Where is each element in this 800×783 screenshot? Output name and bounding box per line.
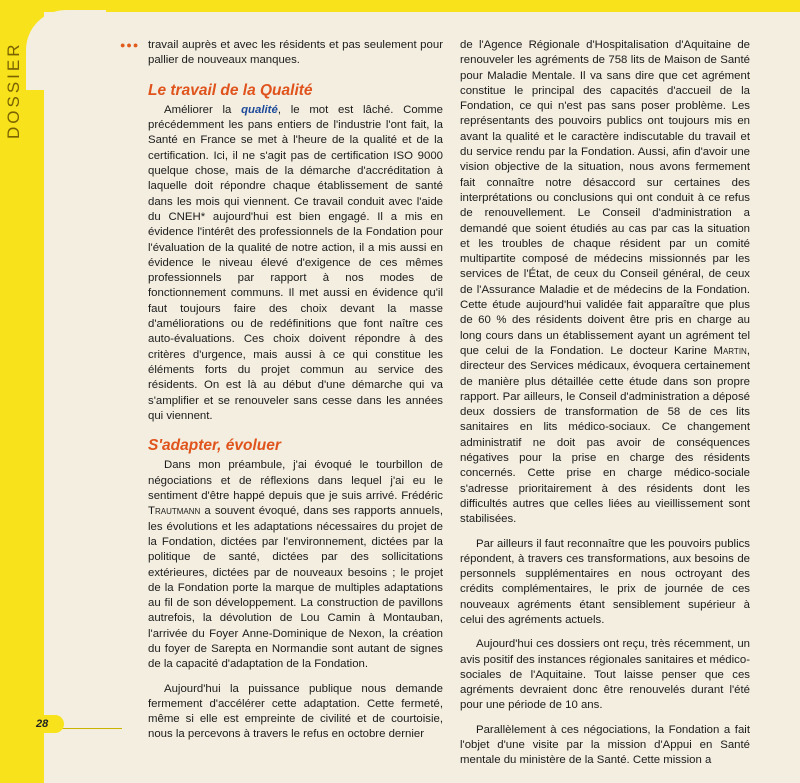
top-yellow-band — [0, 0, 800, 12]
credits-paragraph: Par ailleurs il faut reconnaître que les pouvoirs publics répondent, à travers ces transformations, aux besoins de personnels supplémentaires en nous octroyant des crédits complémentaires, le prix de journée de ces nouveaux agréments étant sensiblement supérieur à celui des agréments actuels. — [460, 537, 750, 626]
public-power-paragraph: Aujourd'hui la puissance publique nous demande fermement d'accélérer cette adaptation. Cette fermeté, même si elle est empreinte de civilité et de courtoisie, nous la percevons à travers le refus en octobre dernier — [148, 682, 443, 741]
heading-adapt: S'adapter, évoluer — [148, 437, 281, 455]
adapt-text-start: Dans mon préambule, j'ai évoqué le tourbillon de négociations et de réflexions dans lequel j'ai eu le sentiment d'être happé depuis que je suis arrivé. Frédéric — [148, 459, 443, 503]
agency-text-rest: , directeur des Services médicaux, évoquera certainement de manière plus détaillée cette étude dans son propre rapport. Par ailleurs, le Conseil d'administration a déposé deux dossiers de transformation de 58 de ces lits sanitaires en lits médico-sociaux. Ce changement administratif ne doit pas avoir de conséquences négatives pour la prise en charge des résidents concernés. Cette prise en charge médico-sociale s'adresse prioritairement à des résidents dont les difficultés autres que celles liées au vieillissement sont stabilisées. — [460, 344, 750, 526]
left-column — [148, 38, 443, 743]
name-trautmann: Trautmann — [148, 505, 201, 518]
keyword-qualite: qualité — [241, 103, 278, 116]
adapt-text-rest: a souvent évoqué, dans ses rapports annuels, les évolutions et les adaptations nécessaires du projet de la Fondation, dictées par l'environnement, dictées par la politique de santé, dictées par des sollicitations extérieures, dictées par de nouveaux besoins ; le projet de la Fondation porte la marque de multiples adaptations au fil de son développement. La construction de pavillons autrefois, la dévolution de Lou Camin à Montauban, l'arrivée du Foyer Anne-Dominique de Nexon, la création du foyer de Sarepta en Normandie sont autant de signes de la capacité d'adaptation de la Fondation. — [148, 505, 443, 671]
right-column — [460, 38, 750, 769]
bullet-dots-icon: ●●● — [120, 40, 140, 50]
section-label: DOSSIER — [4, 41, 23, 139]
agency-paragraph — [460, 38, 750, 528]
quality-text-start: Améliorer la — [164, 103, 242, 116]
agency-text-start: de l'Agence Régionale d'Hospitalisation d'Aquitaine de renouveler les agréments de 758 lits de Maison de Santé pour Maladie Mentale. Il va sans dire que cet agrément constitue le principal des capacités d'accueil de la Fondation, ce qui n'est pas sans poser problème. Les représentants des pouvoirs publics ont toujours mis en avant la qualité et le caractère indiscutable du travail et du service rendu par la Fondation. Aussi, afin d'avoir une vision objective de la situation, nous avons fermement fait connaître notre désaccord sur certaines des interprétations ou conclusions qui ont conduit à ce refus de renouvellement. Le Conseil d'administration a demandé que soient étudiés au cas par cas la situation et les troubles de chaque résident par un comité multipartite composé de médecins missionnés par les services de l'État, de ceux du Conseil général, de ceux de l'Assurance Maladie et de médecins de la Fondation. Cette étude aujourd'hui validée fait apparaître que plus de 60 % des résidents doivent être pris en charge au long cours dans un établissement ayant un agrément tel que celui de la Fondation. Le docteur Karine — [460, 39, 750, 357]
quality-text-rest: , le mot est lâché. Comme précédemment les pans entiers de l'industrie l'ont fait, la Santé en France se met à l'heure de la qualité et de la certification. Ici, il ne s'agit pas de certification ISO 9000 quelque chose, mais de la démarche d'accréditation à laquelle doit répondre chaque établissement de santé dans les mois qui viennent. Ce travail conduit avec l'aide du CNEH* aujourd'hui est bien engagé. Il a mis en évidence l'intérêt des professionnels de la Fondation pour l'évaluation de la qualité de notre action, il a mis aussi en évidence le niveau élevé d'exigence de ces mêmes professionnels par rapport à nos modes de fonctionnement communs. Il met aussi en évidence qu'il faut toujours faire des choix devant la masse d'améliorations ou de redéfinitions que font naître ces auto-évaluations. Ces choix doivent répondre à des critères d'urgence, mais aussi à ce qui constitue les éléments forts du projet commun au service des résidents. On est là au début d'une démarche qui va s'amplifier et se renouveler sans cesse dans les années qui viennent. — [148, 103, 443, 422]
quality-paragraph — [148, 103, 443, 424]
heading-quality: Le travail de la Qualité — [148, 81, 313, 99]
adapt-paragraph — [148, 458, 443, 672]
approval-paragraph: Aujourd'hui ces dossiers ont reçu, très récemment, un avis positif des instances régionales sanitaires et médico-sociales de l'Aquitaine. Tout laisse penser que ces agréments devraient donc être renouvelés durant l'été pour une période de 10 ans. — [460, 638, 750, 712]
mission-paragraph: Parallèlement à ces négociations, la Fondation a fait l'objet d'une visite par la mission d'Appui en Santé mentale du ministère de la Santé. Cette mission a — [460, 723, 750, 767]
intro-paragraph: travail auprès et avec les résidents et pas seulement pour pallier de nouveaux manques. — [148, 39, 443, 67]
page-number: 28 — [30, 715, 64, 733]
name-martin: Martin — [713, 344, 747, 357]
